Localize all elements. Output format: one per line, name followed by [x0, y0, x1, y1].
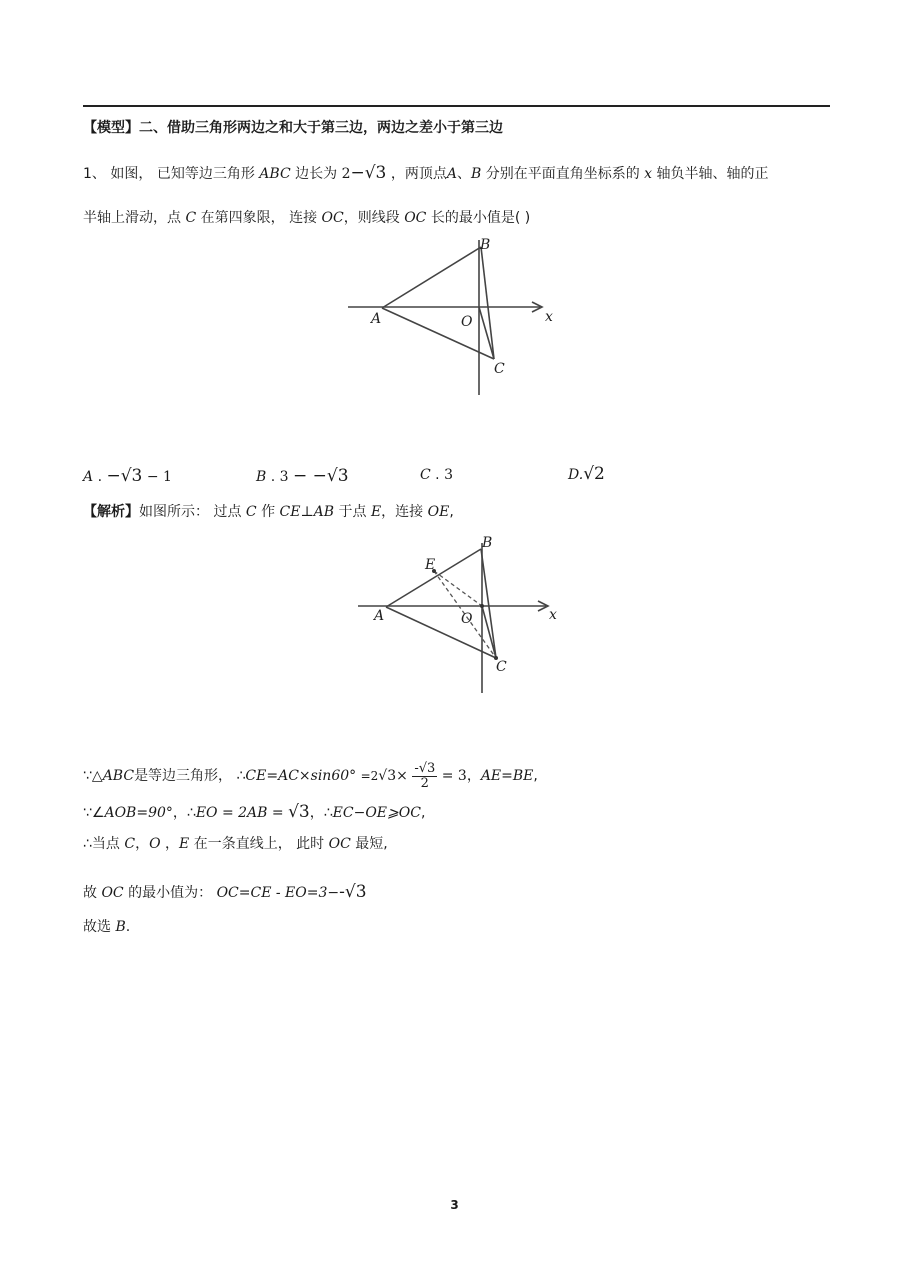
label-o: O: [461, 314, 473, 330]
problem-text: 分别在平面直角坐标系的: [485, 166, 640, 182]
point-e: E: [179, 836, 190, 852]
ce-value-part: =2: [360, 769, 379, 784]
figure-2: [350, 525, 570, 700]
segment-oc: OC: [321, 210, 344, 226]
problem-number: 1、: [83, 166, 106, 182]
solution-text: ，连接: [381, 504, 424, 520]
solution-text: 故: [83, 885, 97, 901]
perpendicular-ce: CE⊥AB: [279, 504, 335, 520]
option-d: [568, 466, 605, 483]
problem-text: ，两顶点: [390, 166, 447, 182]
solution-line-2: [83, 804, 425, 821]
solution-text: 是等边三角形， ∴: [134, 768, 246, 785]
option-d-label: D.: [568, 467, 584, 483]
label-e: E: [425, 557, 436, 573]
label-b: B: [480, 237, 491, 253]
option-b-label: B: [256, 469, 267, 485]
solution-text: 故选: [83, 919, 111, 935]
label-a: A: [374, 608, 385, 624]
solution-text: .: [125, 919, 131, 935]
axis-x: x: [644, 166, 653, 182]
option-b: B . 3 − −√3: [256, 466, 349, 486]
problem-line-2: [83, 211, 530, 225]
solution-text: ,: [533, 768, 538, 785]
segment-oe: OE: [427, 504, 450, 520]
ce-expression: CE=AC×sin60°: [245, 768, 357, 785]
label-x: x: [549, 607, 557, 623]
option-a-radical: −√3: [106, 466, 143, 486]
problem-text: 在第四象限， 连接: [200, 210, 318, 226]
point-c: C: [245, 504, 257, 520]
problem-text: 轴负半轴、轴的正: [656, 166, 769, 182]
inequality: EC−OE⩾OC: [332, 805, 421, 821]
option-a-rest: − 1: [146, 469, 172, 485]
option-b-num: 3: [279, 469, 289, 485]
triangle-name: ABC: [259, 166, 291, 182]
solution-line-5: [83, 920, 130, 934]
section-heading: 【模型】二、借助三角形两边之和大于第三边，两边之差小于第三边: [83, 120, 503, 136]
solution-text: 于点: [338, 504, 367, 520]
side-ab: [382, 247, 481, 308]
solution-line-1: [83, 762, 538, 790]
side-length-radical: −√3: [350, 163, 387, 183]
solution-text: 在一条直线上， 此时: [193, 836, 325, 852]
ce-fraction: [412, 762, 437, 790]
segment-oc: OC: [328, 836, 351, 852]
label-c: C: [494, 361, 505, 377]
solution-text: 如图所示： 过点: [139, 504, 242, 520]
solution-text: ∴当点: [83, 836, 120, 852]
solution-text: ，: [165, 836, 180, 852]
ce-radical: √3×: [378, 768, 408, 785]
problem-line-1: [83, 165, 769, 182]
option-c-num: 3: [444, 467, 453, 483]
point-e: E: [370, 504, 382, 520]
answer-expression: OC=CE - EO=3−: [216, 885, 340, 901]
label-x: x: [545, 309, 553, 325]
solution-text: ∵∠: [83, 805, 105, 821]
option-c-label: C: [420, 467, 431, 483]
problem-text: 半轴上滑动，点: [83, 210, 181, 226]
eo-radical: √3: [288, 802, 310, 822]
triangle-name: ABC: [102, 768, 135, 785]
segment-oc: OC: [404, 210, 427, 226]
fraction-numerator: -√3: [414, 761, 436, 776]
eo-expression: EO = 2AB =: [195, 805, 284, 821]
separator: 、: [456, 166, 471, 182]
solution-text: ,: [449, 504, 454, 520]
solution-text: ∵△: [83, 768, 103, 785]
angle-aob: AOB=90°: [104, 805, 173, 821]
problem-text: 长的最小值是( ): [430, 210, 531, 226]
point-b: B: [470, 166, 482, 182]
label-c: C: [496, 659, 507, 675]
option-a: A . −√3 − 1: [83, 466, 172, 486]
solution-line-4: [83, 884, 367, 901]
dashed-eo: [434, 571, 482, 606]
option-b-radical: − −√3: [293, 466, 349, 486]
solution-text: ，: [466, 768, 481, 785]
solution-text: ，∴: [172, 805, 196, 821]
solution-text: 的最小值为：: [128, 885, 213, 901]
answer-choice: B: [115, 919, 126, 935]
label-o: O: [461, 611, 473, 627]
ce-result: = 3: [441, 768, 467, 785]
option-a-label: A: [83, 469, 94, 485]
side-bc: [481, 247, 494, 359]
solution-line-3: [83, 837, 388, 851]
answer-radical: -√3: [339, 882, 367, 902]
header-rule: [83, 105, 830, 107]
solution-text: ,: [420, 805, 426, 821]
side-bc: [481, 549, 496, 658]
side-ac: [386, 607, 496, 658]
side-ac: [382, 308, 494, 359]
point-c: C: [185, 210, 197, 226]
solution-tag: 【解析】: [83, 504, 139, 520]
solution-text: ，∴: [309, 805, 333, 821]
figure-1: [340, 232, 570, 402]
problem-text: ，则线段: [343, 210, 400, 226]
option-c: C . 3: [420, 467, 453, 483]
point-a: A: [446, 166, 457, 182]
point-o-dot: [480, 604, 484, 608]
label-a: A: [371, 311, 382, 327]
fraction-denominator: 2: [420, 775, 429, 791]
ae-eq-be: AE=BE: [480, 768, 534, 785]
side-length-int: 2: [341, 166, 351, 182]
point-c: C: [124, 836, 136, 852]
solution-intro: [83, 505, 454, 519]
problem-text: 如图， 已知等边三角形: [110, 166, 255, 182]
label-b: B: [482, 535, 493, 551]
page-number: 3: [450, 1198, 459, 1212]
option-d-radical: √2: [583, 464, 605, 484]
solution-text: 最短,: [355, 836, 388, 852]
segment-oc-line: [482, 606, 496, 658]
solution-text: ，: [135, 836, 150, 852]
point-o: O: [149, 836, 161, 852]
solution-text: 作: [261, 504, 276, 520]
segment-oc: OC: [101, 885, 124, 901]
problem-text: 边长为: [295, 166, 338, 182]
